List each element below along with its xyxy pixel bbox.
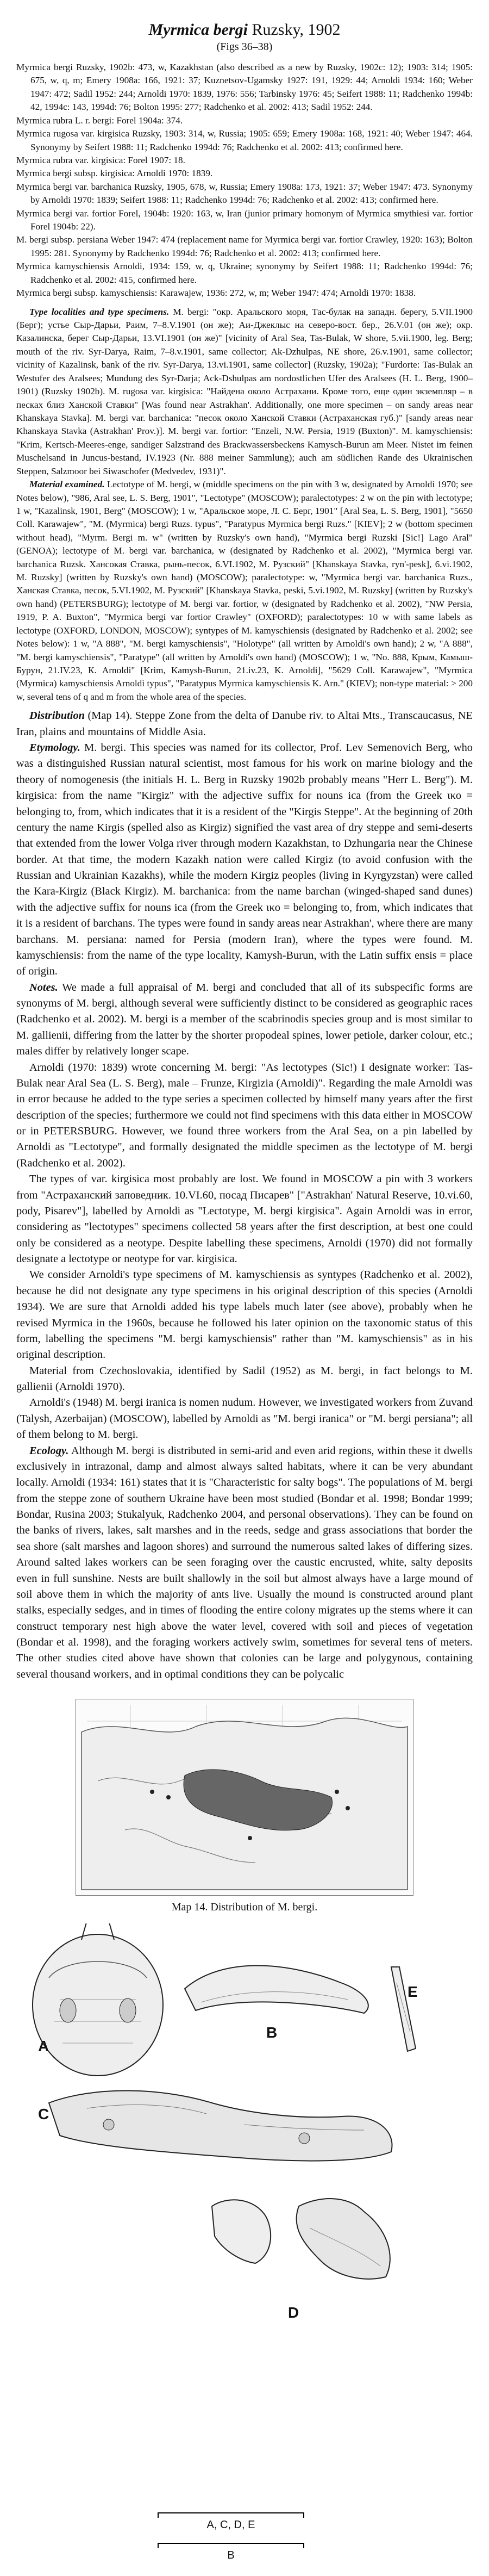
- scale-bar-B: [158, 2543, 304, 2562]
- species-name: Myrmica bergi: [148, 21, 248, 39]
- main-text: [16, 708, 473, 1683]
- drawing-c-alitrunk: [49, 2091, 392, 2161]
- map-graphic: [76, 1699, 413, 1895]
- synonymy-entry: Myrmica rugosa var. kirgisica Ruzsky, 1903: 314, w, Russia; 1905: 659; Emery 1908a: 168, 1921: 40; Weber 1947: 464. Synonymy by Seifert 1988: 11; Radchenko 1994d: 76; Radchenko et al. 2002: 413; confirmed here.: [16, 128, 473, 152]
- distribution-heading: Distribution: [29, 710, 85, 722]
- synonymy-entry: Myrmica bergi Ruzsky, 1902b: 473, w, Kazakhstan (also described as a new by Ruzsky, 1902c: 12); 1903: 314; 1905: 675, w, q, m; Emery 1908a: 166, 1921: 37; Kuznetsov-Ugamsky 1927: 191, 1929: 44; Arnoldi 1934: 160; Weber 1947: 472; Sadil 1952: 244; Arnoldi 1970: 1839, 1976: 556; Tarbinsky 1976: 45; Seifert 1988: 11; Radchenko 1994b: 42, 1994c: 143, 1994d: 76; Bolton 1995: 277; Radchenko et al. 2002: 413; Sadil 1952: 244.: [16, 62, 473, 113]
- notes-paragraph: Material from Czechoslovakia, identified by Sadil (1952) as M. bergi, in fact belongs to M. gallienii (Arnoldi 1970).: [16, 1364, 473, 1393]
- synonymy-entry: Myrmica bergi subsp. kirgisica: Arnoldi 1970: 1839.: [16, 168, 213, 179]
- synonymy-entry: Myrmica rubra L. r. bergi: Forel 1904a: 374.: [16, 115, 183, 126]
- synonymy-list: [16, 61, 473, 300]
- species-author: Ruzsky, 1902: [252, 21, 341, 39]
- drawing-d-waist: [212, 2199, 390, 2279]
- scale-label-ACDE: A, C, D, E: [206, 2519, 255, 2531]
- scale-bars: [0, 435, 456, 511]
- type-localities-heading: Type localities and type specimens.: [29, 306, 170, 317]
- page: [16, 0, 473, 2342]
- notes-paragraph: Arnoldi (1970: 1839) wrote concerning M. bergi: "As lectotypes (Sic!) I designate worker: Tas-Bulak near Aral Sea (L. S. Berg), male – Frunze, Kirgizia (Arnoldi)". Regarding the male Arnoldi was in error because he added to the type series a specimen collected by himself many years after the first description of the species; furthermore we could not find specimens with this data either in MOSCOW or in PETERSBURG. However, we found three workers from the Aral Sea, on a pin labelled by Arnoldi as "Lectotype", and formally designated the middle specimen as the lectotype of M. bergi (Radchenko et al. 2002).: [16, 1061, 473, 1169]
- synonymy-entry: Myrmica bergi var. barchanica Ruzsky, 1905, 678, w, Russia; Emery 1908a: 173, 1921: 37; Weber 1947: 473. Synonymy by Arnoldi 1970: 1839; Seifert 1988: 11; Radchenko 1994d: 76; Radchenko et al. 2002: 413; confirmed here.: [16, 181, 473, 206]
- synonymy-entry: Myrmica kamyschiensis Arnoldi, 1934: 159, w, q, Ukraine; synonymy by Seifert 1988: 11; Radchenko 1994d: 76; Radchenko et al. 2002: 415, confirmed here.: [16, 261, 473, 285]
- label-d: D: [288, 2304, 299, 2321]
- notes-paragraph: Arnoldi's (1948) M. bergi iranica is nomen nudum. However, we investigated workers from Zuvand (Talysh, Azerbaijan) (MOSCOW), labelled by Arnoldi as "M. bergi iranica" or "M. bergi persiana"; all of them belong to M. bergi.: [16, 1396, 473, 1441]
- distribution-text: (Map 14). Steppe Zone from the delta of Danube riv. to Altai Mts., Transcaucasus, NE Iran, plains and mountains of Middle Asia.: [16, 710, 473, 738]
- label-b: B: [266, 2024, 278, 2041]
- drawing-e-spur: [391, 1967, 416, 2051]
- drawing-b-scape: [185, 1966, 368, 2014]
- material-section: [16, 478, 473, 704]
- ant-drawings: [16, 1923, 473, 2342]
- synonymy-entry: Myrmica rubra var. kirgisica: Forel 1907: 18.: [16, 154, 185, 165]
- etymology-heading: Etymology.: [29, 742, 80, 754]
- label-e: E: [408, 1983, 418, 2001]
- map-caption: Map 14. Distribution of M. bergi.: [171, 1901, 318, 1914]
- notes-paragraph: The types of var. kirgisica most probably are lost. We found in MOSCOW a pin with 3 workers from "Астраханский заповедник. 10.VI.60, посад Писарев" ["Astrakhan' Natural Reserve, 10.vi.60, pody, Pisarev"], labelled by Arnoldi as "Lectotype, M. bergi kirgisica". Again Arnoldi was in error, considering as "lectotypes" specimens collected 58 years after the first description, at best one could only be considered as a neotype. Despite labelling these specimens, Arnoldi (1970) did not formally designate a lectotype or neotype for var. kirgisica.: [16, 1173, 473, 1265]
- distribution-map: [76, 1699, 413, 1896]
- scale-bar-ACDE: [158, 2512, 304, 2531]
- drawing-a-head: [33, 1923, 163, 2076]
- morphology-figures: [16, 1923, 473, 2342]
- notes-paragraph: We made a full appraisal of M. bergi and concluded that all of its subspecific forms are synonyms of M. bergi, although several were sufficiently distinct to be considered as geographic races (Radchenko et al. 2002). M. bergi is a member of the scabrinodis species group and is most similar to M. gallienii, differing from the latter by the shorter propodeal spines, lower petiole, darker colour, etc.; males differ by relatively longer scape.: [16, 981, 473, 1058]
- material-heading: Material examined.: [29, 479, 105, 490]
- synonymy-entry: Myrmica bergi var. fortior Forel, 1904b: 1920: 163, w, Iran (junior primary homonym of Myrmica smythiesi var. fortior Forel 1904b: 22).: [16, 208, 473, 232]
- species-title: [16, 21, 473, 39]
- material-text: Lectotype of M. bergi, w (middle specimens on the pin with 3 w, designated by Arnoldi 1970; see Notes below), "986, Aral see, L. S. Berg, 1901", "Lectotype" (MOSCOW); paralectotypes: 2 w on the pin with lectotype; 1 w, "Kazalinsk, 1901, Berg" (MOSCOW); 1 w, "Аральское море, Л. С. Берг, 1901" [Aral Sea, L. S. Berg, 1901], "5650 Coll. Karawajew", "M. (Myrmica) bergi Ruzs. typus", "Paratypus Myrmica bergi Ruzs." [KIEV]; 2 w (bottom specimen without head), "Myrm. Bergi m. w" (written by Ruzsky's own hand), "Myrmica bergi Ruzski [Sic!] Lago Aral" (GENOA); lectotype of M. bergi var. barchanica, w (designated by Radchenko et al. 2002), "Myrmica bergi var. barchanica Ruzsk. Хансокая Ставка, рынь-песок, 6.VI.1902, М. Рузский" [Khanskaya Stavka, ryn'-pesk], 6.vi.1902, M. Ruzsky] (written by Ruzsky's own hand) (MOSCOW); paralectotype: w, "Myrmica bergi var. barchanica Ruzs., Ханская Ставка, песок, 5.VI.1902, М. Рузский" [Khanskaya Stavka, peski, 5.vi.1902, M. Ruzsky] (written by Ruzsky's own hand) (PETERSBURG); lectotype of M. bergi var. fortior, w (designated by Radchenko et al. 2002), "NW Persia, 1919, P. A. Buxton", "Myrmica bergi var fortior Crawley" (OXFORD); paralectotypes: 10 w with same labels as lectotype (OXFORD, LONDON, MOSCOW); syntypes of M. kamyschiensis (designated by Radchenko et al. 2002; see Notes below): 1 w, "A 888", "M. bergi kamyschiensis", "Holotype" (all written by Arnoldi's own hand); 2 w, "A 888", "M. bergi kamyschiensis", "Paratype" (all written by Arnoldi's own hand) (MOSCOW); 1 w, "No. 888, Крым, Камыш-Бурун, 21.IV.23, К. Arnoldi" [Krim, Kamysh-Burun, 21.iv.23, K. Arnoldi], "5629 Coll. Karawajew", "Myrmica (Myrmica) kamyschiensis Arnoldi typus", "Paratypus Myrmica kamyschiensis K. Arn." (KIEV); non-type material: > 200 w, several tens of q and m from the whole area of the species.: [16, 479, 473, 702]
- figure-reference: (Figs 36–38): [216, 41, 273, 53]
- ecology-heading: Ecology.: [29, 1444, 69, 1457]
- type-localities-text: M. bergi: "окр. Аральского моря, Тас-булак на западн. берегу, 5.VII.1900 (Берг); устье Сыр-Дарьи, Раим, 7–8.V.1901 (он же); Аи-Джеклыс на северо-вост. бер., 26.V.01 (он же); окр. Казалинска, берег Сыр-Дарьи, 13.VI.1901 (он же)" [vicinity of Aral Sea, Tas-Bulak, W shore, 5.vii.1900, leg. Berg; mouth of the riv. Syr-Darya, Raim, 7–8.v.1901, same collector; Ak-Dzhulpas, NE shore, 26.v.1901, same collector; vicinity of Kazalinsk, bank of the riv. Syr-Darya, 13.vi.1901, same collector] (Ruzsky, 1902a); "Furdorte: Tas-Bulak an Westufer des Aralsees; Mundung des Syr-Darja; Ack-Dshulpas am nordostlichen Ufer des Aralsees (H. L. Berg, 1900–1901) (Ruzsky 1902b). M. rugosa var. kirgisica: "Найдена около Астрахани. Кроме того, еще один экземпляр – в песках близ Ханской Ставки" [Was found near Astrakhan'. Additionally, one more specimen – on sandy areas near Khanskaya Stavka]. M. bergi var. barchanica: "песок около Ханской Ставки (Астраханская губ.)" [sandy areas near Khanskaya Stavka (Astrakhan' Prov.)]. M. bergi var. fortior: "Enzeli, N.W. Persia, 1919 (Buxton)". M. kamyschiensis: "Krim, Kertsch-Meeres-enge, sandiger Salzstrand des Brackwassersbeckens Kamysch-Burun am Meer. Nistet im feinen Muschelsand in Juncus-bestand, IV.1923 (Nr. 888 meiner Sammlung); auch am südlichen Rande des Ukrainischen Steppen, Salzmoor bei Siwaschofer (Medvedev, 1931)".: [16, 306, 473, 476]
- notes-heading: Notes.: [29, 981, 58, 994]
- label-c: C: [38, 2106, 49, 2123]
- etymology-text: M. bergi. This species was named for its collector, Prof. Lev Semenovich Berg, who was a distinguished Russian natural scientist, most famous for his work on marine biology and the theory of nomogenesis (the initials H. L. Berg in Ruzsky 1902b probably means "Herr L. Berg"). M. kirgisica: from the name "Kirgiz" with the adjective suffix for nouns ica (from the Greek ικo = belonging to, from, which indicates that it is a resident of the "Kirgis Steppe". At the beginning of 20th century the name Kirgis (spelled also as Kirgiz) signified the vast area of dry steppe and semi-deserts that extended from the lower Volga river through modern Kazakhstan, to Dzhungaria near the Chinese border. At that time, the modern Kazakh nation were called Kirgiz (to avoid confusion with the Russian and Ukrainian Kazakhs), while the modern Kirgiz peoples (living in Kyrgyzstan) were called the Kara-Kirgiz (Black Kirgiz). M. barchanica: from the name barchan (winged-shaped sand dunes) with the adjective suffix for nouns ica (from the Greek ικo = belonging to, from, which indicates that it is a resident of barchans. The types were found in sandy areas near Astrakhan', where there are many barchans. M. persiana: named for Persia (modern Iran), where the types were found. M. kamyschiensis: from the name of the type locality, Kamysh-Burun, with the Latin suffix ensis = place of origin.: [16, 742, 473, 978]
- scale-label-B: B: [227, 2549, 235, 2561]
- synonymy-entry: M. bergi subsp. persiana Weber 1947: 474 (replacement name for Myrmica bergi var. fortior Crawley, 1920: 163); Bolton 1995: 281. Synonymy by Radchenko 1994d: 76; Radchenko et al. 2002: 413; confirmed here.: [16, 234, 473, 258]
- notes-paragraph: We consider Arnoldi's type specimens of M. kamyschiensis as syntypes (Radchenko et al. 2002), because he did not designate any type specimens in his original description of this species (Arnoldi 1934). We are sure that Arnoldi added his type labels much later (see above), probably when he revised Myrmica in the 1960s, because he followed his later opinion on the taxonomic status of this form, labelling the specimens "M. bergi kamyschiensis" rather than "M. kamyschiensis" as in his original description.: [16, 1269, 473, 1361]
- ecology-text: Although M. bergi is distributed in semi-arid and even arid regions, within these it dwells exclusively in intrazonal, damp and almost always salted habitats, where it can be very abundant locally. Arnoldi (1934: 161) states that it is "Characteristic for salty bogs". The populations of M. bergi from the steppe zone of southern Ukraine have been most studied (Bondar et al. 1998; Bondar 1999; Bondar, Rusina 2003; Stukalyuk, Radchenko 2004, and personal observations). They can be found on the banks of rivers, lakes, salt marshes and in the reeds, sedge and grass associations that border the sea shore (salt marshes and lagoon shores) and surround the numerous salted lakes of differing sizes. Around salted lakes workers can be seen foraging over the caustic encrusted, white, salty deposits even in full sunshine. Nests are built shallowly in the soil but almost always have a large mound of soil above them in which the majority of ants live. Usually the mound is constructed around plant stalks, especially sedges, and in times of flooding the entire colony migrates up the stems where it can construct temporary nest high above the water level, covered with soil and pieces of vegetation (Bondar et al. 1998), and the foraging workers actively swim, sometimes for several tens of meters. The other studies cited above have shown that colonies can be large and polygynous, containing several thousand workers, and in optimal conditions they can be polycalic: [16, 1444, 473, 1680]
- synonymy-entry: Myrmica bergi subsp. kamyschiensis: Karawajew, 1936: 272, w, m; Weber 1947: 474; Arnoldi 1970: 1838.: [16, 288, 416, 299]
- label-a: A: [38, 2038, 49, 2055]
